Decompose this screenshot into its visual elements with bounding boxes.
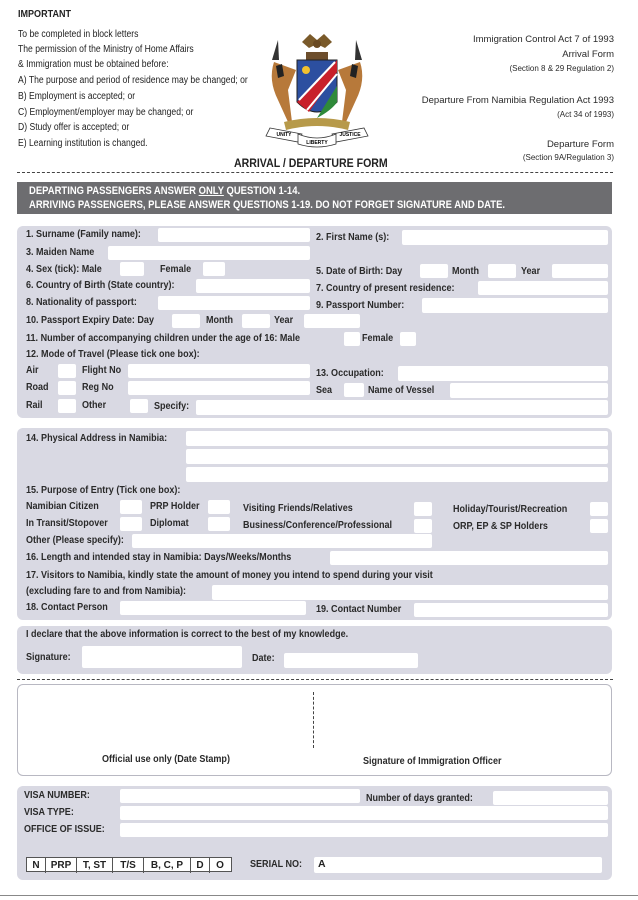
travel-air-checkbox[interactable]: [58, 364, 76, 378]
visa-type-field[interactable]: [120, 806, 608, 820]
travel-road-label: Road: [26, 381, 49, 393]
date-field[interactable]: [284, 653, 418, 668]
purpose-business-label: Business/Conference/Professional: [243, 519, 393, 531]
length-of-stay-field[interactable]: [330, 551, 608, 565]
purpose-visiting-label: Visiting Friends/Relatives: [243, 502, 353, 514]
sex-female-label: Female: [160, 263, 192, 275]
serial-no-value: A: [318, 858, 326, 870]
visa-code-strip: [26, 857, 232, 872]
title-divider: [17, 172, 613, 173]
travel-road-checkbox[interactable]: [58, 381, 76, 395]
dob-year-label: Year: [521, 265, 541, 277]
reg-no-label: Reg No: [82, 381, 114, 393]
act-2-sub: (Act 34 of 1993): [557, 110, 614, 119]
nationality-field[interactable]: [158, 296, 310, 310]
instruction-line: The permission of the Ministry of Home Affairs: [18, 44, 194, 55]
travel-other-label: Other: [82, 399, 107, 411]
children-female-label: Female: [362, 332, 394, 344]
instructions-banner: [17, 182, 612, 214]
children-female-field[interactable]: [400, 332, 416, 346]
q19-label: 19. Contact Number: [316, 603, 402, 615]
visa-number-label: VISA NUMBER:: [24, 789, 90, 801]
q8-label: 8. Nationality of passport:: [26, 296, 137, 308]
purpose-diplomat-label: Diplomat: [150, 517, 189, 529]
contact-number-field[interactable]: [414, 603, 608, 617]
section-1: (Section 8 & 29 Regulation 2): [509, 64, 614, 73]
purpose-prp-label: PRP Holder: [150, 500, 200, 512]
sex-male-checkbox[interactable]: [120, 262, 144, 276]
days-granted-field[interactable]: [493, 791, 608, 805]
q14-label: 14. Physical Address in Namibia:: [26, 432, 168, 444]
visa-number-field[interactable]: [120, 789, 360, 803]
travel-other-checkbox[interactable]: [130, 399, 148, 413]
expiry-year-field[interactable]: [304, 314, 360, 328]
official-divider-top: [17, 679, 613, 680]
code-cell[interactable]: T, ST: [77, 858, 113, 873]
dob-month-field[interactable]: [488, 264, 516, 278]
travel-sea-label: Sea: [316, 384, 333, 396]
instruction-line: E) Learning institution is changed.: [18, 138, 148, 149]
serial-no-field[interactable]: [314, 857, 602, 873]
expiry-month-field[interactable]: [242, 314, 270, 328]
travel-rail-label: Rail: [26, 399, 43, 411]
purpose-citizen-label: Namibian Citizen: [26, 500, 99, 512]
address-line-2[interactable]: [186, 449, 608, 464]
travel-air-label: Air: [26, 364, 39, 376]
date-stamp-label: Official use only (Date Stamp): [102, 753, 230, 765]
q9-label: 9. Passport Number:: [316, 299, 405, 311]
date-label: Date:: [252, 652, 275, 664]
travel-sea-checkbox[interactable]: [344, 383, 364, 397]
instruction-line: B) Employment is accepted; or: [18, 91, 136, 102]
officer-signature-label: Signature of Immigration Officer: [363, 755, 502, 767]
q17-label: 17. Visitors to Namibia, kindly state the amount of money you intend to spend during your visit: [26, 569, 433, 581]
q11-label: 11. Number of accompanying children under the age of 16: Male: [26, 332, 300, 344]
expiry-month-label: Month: [206, 314, 234, 326]
first-name-field[interactable]: [402, 230, 608, 245]
address-line-3[interactable]: [186, 467, 608, 482]
sex-female-checkbox[interactable]: [203, 262, 225, 276]
q2-label: 2. First Name (s):: [316, 231, 390, 243]
banner-line-2: ARRIVING PASSENGERS, PLEASE ANSWER QUESTIONS 1-19. DO NOT FORGET SIGNATURE AND DATE.: [29, 199, 506, 211]
q10-label: 10. Passport Expiry Date: Day: [26, 314, 154, 326]
reg-no-field[interactable]: [128, 381, 310, 395]
declaration-text: I declare that the above information is correct to the best of my knowledge.: [26, 628, 349, 640]
specify-label: Specify:: [154, 400, 190, 412]
purpose-other-label: Other (Please specify):: [26, 534, 124, 546]
instruction-line: C) Employment/employer may be changed; or: [18, 107, 194, 118]
instruction-line: D) Study offer is accepted; or: [18, 122, 130, 133]
instruction-line: A) The purpose and period of residence may be changed; or: [18, 75, 248, 86]
travel-rail-checkbox[interactable]: [58, 399, 76, 413]
purpose-prp-checkbox[interactable]: [208, 500, 230, 514]
q16-label: 16. Length and intended stay in Namibia: Days/Weeks/Months: [26, 551, 292, 563]
q17-label-cont: (excluding fare to and from Namibia):: [26, 585, 187, 597]
money-field[interactable]: [212, 585, 608, 600]
expiry-day-field[interactable]: [172, 314, 200, 328]
banner-line-1: DEPARTING PASSENGERS ANSWER ONLY QUESTION 1-14.: [29, 185, 301, 197]
office-of-issue-label: OFFICE OF ISSUE:: [24, 823, 105, 835]
maiden-name-field[interactable]: [108, 246, 310, 260]
act-2: Departure From Namibia Regulation Act 1993: [421, 95, 614, 106]
code-cell[interactable]: T/S: [113, 858, 144, 873]
dob-day-field[interactable]: [420, 264, 448, 278]
purpose-holiday-label: Holiday/Tourist/Recreation: [453, 503, 568, 515]
purpose-diplomat-checkbox[interactable]: [208, 517, 230, 531]
important-title: IMPORTANT: [18, 8, 72, 20]
office-of-issue-field[interactable]: [120, 823, 608, 837]
vessel-label: Name of Vessel: [368, 384, 435, 396]
days-granted-label: Number of days granted:: [366, 792, 473, 804]
code-cell[interactable]: D: [191, 858, 210, 873]
children-male-field[interactable]: [344, 332, 360, 346]
svg-text:JUSTICE: JUSTICE: [339, 132, 361, 138]
official-use-divider: [313, 692, 314, 748]
purpose-business-checkbox[interactable]: [414, 519, 432, 533]
country-of-birth-field[interactable]: [196, 279, 310, 293]
namibia-coat-of-arms-icon: [262, 30, 372, 150]
q4-label: 4. Sex (tick): Male: [26, 263, 102, 275]
code-cell[interactable]: PRP: [46, 858, 77, 873]
code-cell[interactable]: B, C, P: [144, 858, 191, 873]
svg-text:LIBERTY: LIBERTY: [306, 140, 328, 146]
serial-no-label: SERIAL NO:: [250, 858, 303, 870]
q7-label: 7. Country of present residence:: [316, 282, 455, 294]
purpose-holiday-checkbox[interactable]: [590, 502, 608, 516]
code-cell[interactable]: O: [216, 860, 224, 871]
purpose-transit-checkbox[interactable]: [120, 517, 142, 531]
code-cell[interactable]: N: [27, 858, 46, 873]
purpose-other-field[interactable]: [132, 534, 432, 548]
surname-field[interactable]: [158, 228, 310, 242]
dob-month-label: Month: [452, 265, 480, 277]
instruction-line: To be completed in block letters: [18, 29, 139, 40]
vessel-field[interactable]: [450, 383, 608, 398]
section-2: (Section 9A/Regulation 3): [522, 153, 614, 162]
flight-no-label: Flight No: [82, 364, 122, 376]
act-1: Immigration Control Act 7 of 1993: [473, 34, 614, 45]
q3-label: 3. Maiden Name: [26, 246, 95, 258]
expiry-year-label: Year: [274, 314, 294, 326]
q18-label: 18. Contact Person: [26, 601, 108, 613]
flight-no-field[interactable]: [128, 364, 310, 378]
departure-form-label: Departure Form: [546, 139, 614, 150]
address-line-1[interactable]: [186, 431, 608, 446]
purpose-citizen-checkbox[interactable]: [120, 500, 142, 514]
purpose-transit-label: In Transit/Stopover: [26, 517, 108, 529]
visa-type-label: VISA TYPE:: [24, 806, 74, 818]
signature-label: Signature:: [26, 651, 71, 663]
country-of-residence-field[interactable]: [478, 281, 608, 295]
q15-label: 15. Purpose of Entry (Tick one box):: [26, 484, 181, 496]
purpose-visiting-checkbox[interactable]: [414, 502, 432, 516]
instruction-line: & Immigration must be obtained before:: [18, 59, 169, 70]
q1-label: 1. Surname (Family name):: [26, 228, 141, 240]
q13-label: 13. Occupation:: [316, 367, 384, 379]
q5-label: 5. Date of Birth: Day: [316, 265, 403, 277]
purpose-orp-checkbox[interactable]: [590, 519, 608, 533]
contact-person-field[interactable]: [120, 601, 306, 615]
signature-field[interactable]: [82, 646, 242, 668]
svg-text:UNITY: UNITY: [276, 132, 292, 138]
occupation-field[interactable]: [398, 366, 608, 381]
form-title: ARRIVAL / DEPARTURE FORM: [234, 156, 388, 170]
passport-number-field[interactable]: [422, 298, 608, 313]
q6-label: 6. Country of Birth (State country):: [26, 279, 175, 291]
q12-label: 12. Mode of Travel (Please tick one box):: [26, 348, 200, 360]
travel-specify-field[interactable]: [196, 400, 608, 415]
purpose-orp-label: ORP, EP & SP Holders: [453, 520, 548, 532]
dob-year-field[interactable]: [552, 264, 608, 278]
arrival-form-label: Arrival Form: [562, 49, 614, 60]
bottom-rule: [0, 895, 638, 896]
